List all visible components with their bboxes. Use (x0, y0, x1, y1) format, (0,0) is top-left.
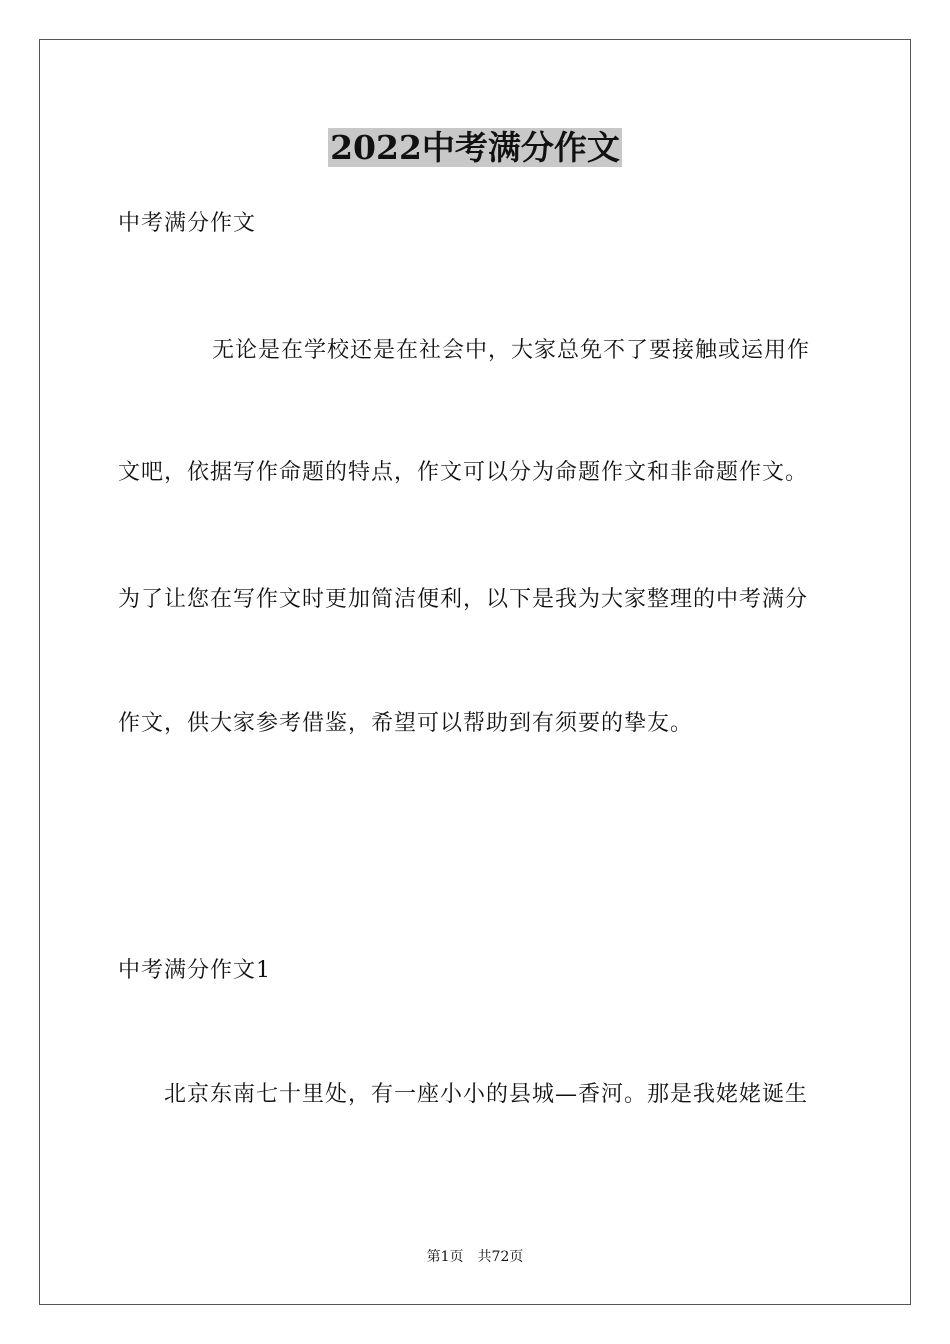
intro-line-4: 作文，供大家参考借鉴，希望可以帮助到有须要的挚友。 (118, 711, 694, 736)
document-title-text: 2022中考满分作文 (330, 128, 620, 167)
section-line-1: 北京东南七十里处，有一座小小的县城—香河。那是我姥姥诞生 (164, 1082, 809, 1107)
intro-line-3: 为了让您在写作文时更加简洁便利，以下是我为大家整理的中考满分 (118, 587, 809, 612)
page-number: 第1页 (426, 1249, 464, 1265)
intro-line-2: 文吧，依据写作命题的特点，作文可以分为命题作文和非命题作文。 (118, 460, 809, 485)
document-subtitle: 中考满分作文 (118, 211, 257, 236)
page-footer (0, 1247, 950, 1267)
page-total: 共72页 (477, 1249, 524, 1265)
intro-line-1: 无论是在学校还是在社会中，大家总免不了要接触或运用作 (212, 338, 811, 363)
document-title (0, 126, 950, 170)
section-heading: 中考满分作文1 (118, 958, 271, 983)
